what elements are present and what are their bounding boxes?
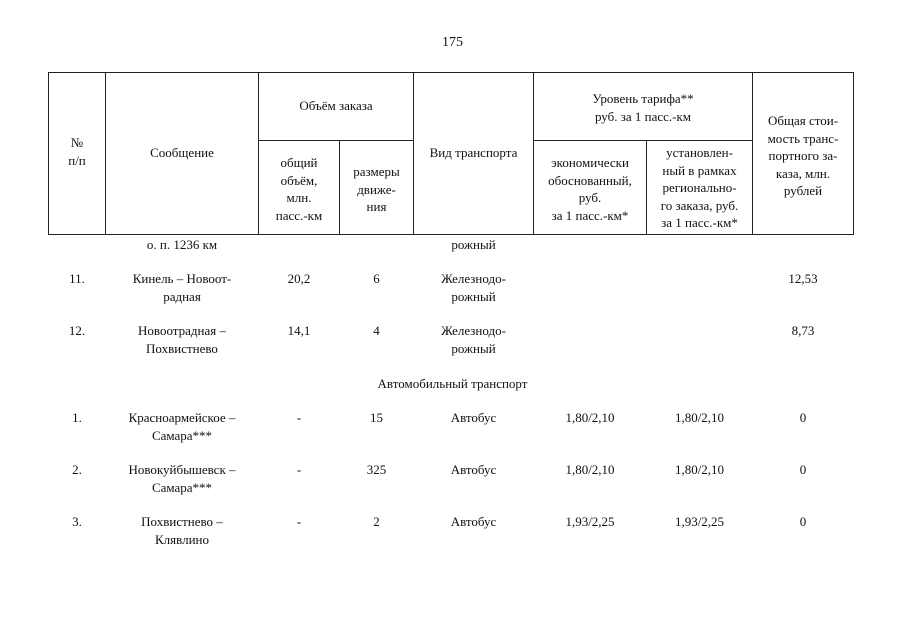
row-num: 11. xyxy=(69,271,85,286)
row-num: 1. xyxy=(72,410,82,425)
row-freq: 2 xyxy=(373,514,380,529)
row-tariff-set: 1,80/2,10 xyxy=(674,410,725,425)
row-volume: - xyxy=(296,410,302,425)
row-tariff-econ: 1,80/2,10 xyxy=(565,462,615,477)
col-border-right xyxy=(853,72,854,235)
row-freq: 15 xyxy=(370,410,383,425)
row-num: 12. xyxy=(68,323,86,338)
row-transport: Автобус xyxy=(450,410,497,425)
header-num: № п/п xyxy=(68,135,86,168)
row-freq: 6 xyxy=(373,271,380,286)
row-transport: Автобус xyxy=(450,514,497,529)
row-tariff-econ: 1,93/2,25 xyxy=(565,514,615,529)
row-route: Новоотрадная – Похвистнево xyxy=(138,323,226,356)
row-volume: - xyxy=(296,514,302,529)
tariff-group-divider xyxy=(533,140,752,141)
continuation-route: о. п. 1236 км xyxy=(146,237,218,252)
row-cost: 0 xyxy=(799,514,807,529)
header-volume-total: общий объём, млн. пасс.-км xyxy=(275,155,323,223)
header-top-border xyxy=(48,72,854,73)
row-transport: Железнодо- рожный xyxy=(441,271,506,304)
row-cost: 0 xyxy=(799,462,807,477)
row-tariff-set: 1,80/2,10 xyxy=(674,462,725,477)
header-bottom-border xyxy=(48,234,854,235)
row-freq: 325 xyxy=(366,462,387,477)
header-tariff-econ: экономически обоснованный, руб. за 1 пасс.-км* xyxy=(548,155,632,223)
row-route: Кинель – Новоот- радная xyxy=(132,271,232,304)
row-num: 2. xyxy=(72,462,82,477)
row-cost: 8,73 xyxy=(791,323,815,338)
section-title-auto: Автомобильный транспорт xyxy=(377,376,528,391)
row-route: Похвистнево – Клявлино xyxy=(141,514,223,547)
row-route: Новокуйбышевск – Самара*** xyxy=(128,462,236,495)
row-cost: 12,53 xyxy=(788,271,818,286)
header-tariff-group: Уровень тарифа** руб. за 1 пасс.-км xyxy=(592,91,694,124)
row-transport: Автобус xyxy=(450,462,497,477)
row-volume: 14,1 xyxy=(287,323,311,338)
row-volume: - xyxy=(296,462,302,477)
row-tariff-set: 1,93/2,25 xyxy=(674,514,725,529)
row-freq: 4 xyxy=(373,323,380,338)
header-total-cost: Общая стои- мость транс- портного за- каза, млн. рублей xyxy=(767,113,839,199)
row-volume: 20,2 xyxy=(287,271,311,286)
row-tariff-econ: 1,80/2,10 xyxy=(565,410,615,425)
header-volume-freq: размеры движе- ния xyxy=(353,164,400,215)
header-tariff-set: установлен- ный в рамках регионально- го заказа, руб. за 1 пасс.-км* xyxy=(660,145,739,231)
row-num: 3. xyxy=(72,514,82,529)
header-volume-group: Объём заказа xyxy=(299,98,373,113)
continuation-transport: рожный xyxy=(451,237,496,252)
header-route: Сообщение xyxy=(150,145,214,160)
volume-group-divider xyxy=(258,140,413,141)
row-route: Красноармейское – Самара*** xyxy=(128,410,236,443)
row-transport: Железнодо- рожный xyxy=(441,323,506,356)
row-cost: 0 xyxy=(799,410,807,425)
page-number: 175 xyxy=(442,35,463,50)
header-transport: Вид транспорта xyxy=(429,145,518,160)
